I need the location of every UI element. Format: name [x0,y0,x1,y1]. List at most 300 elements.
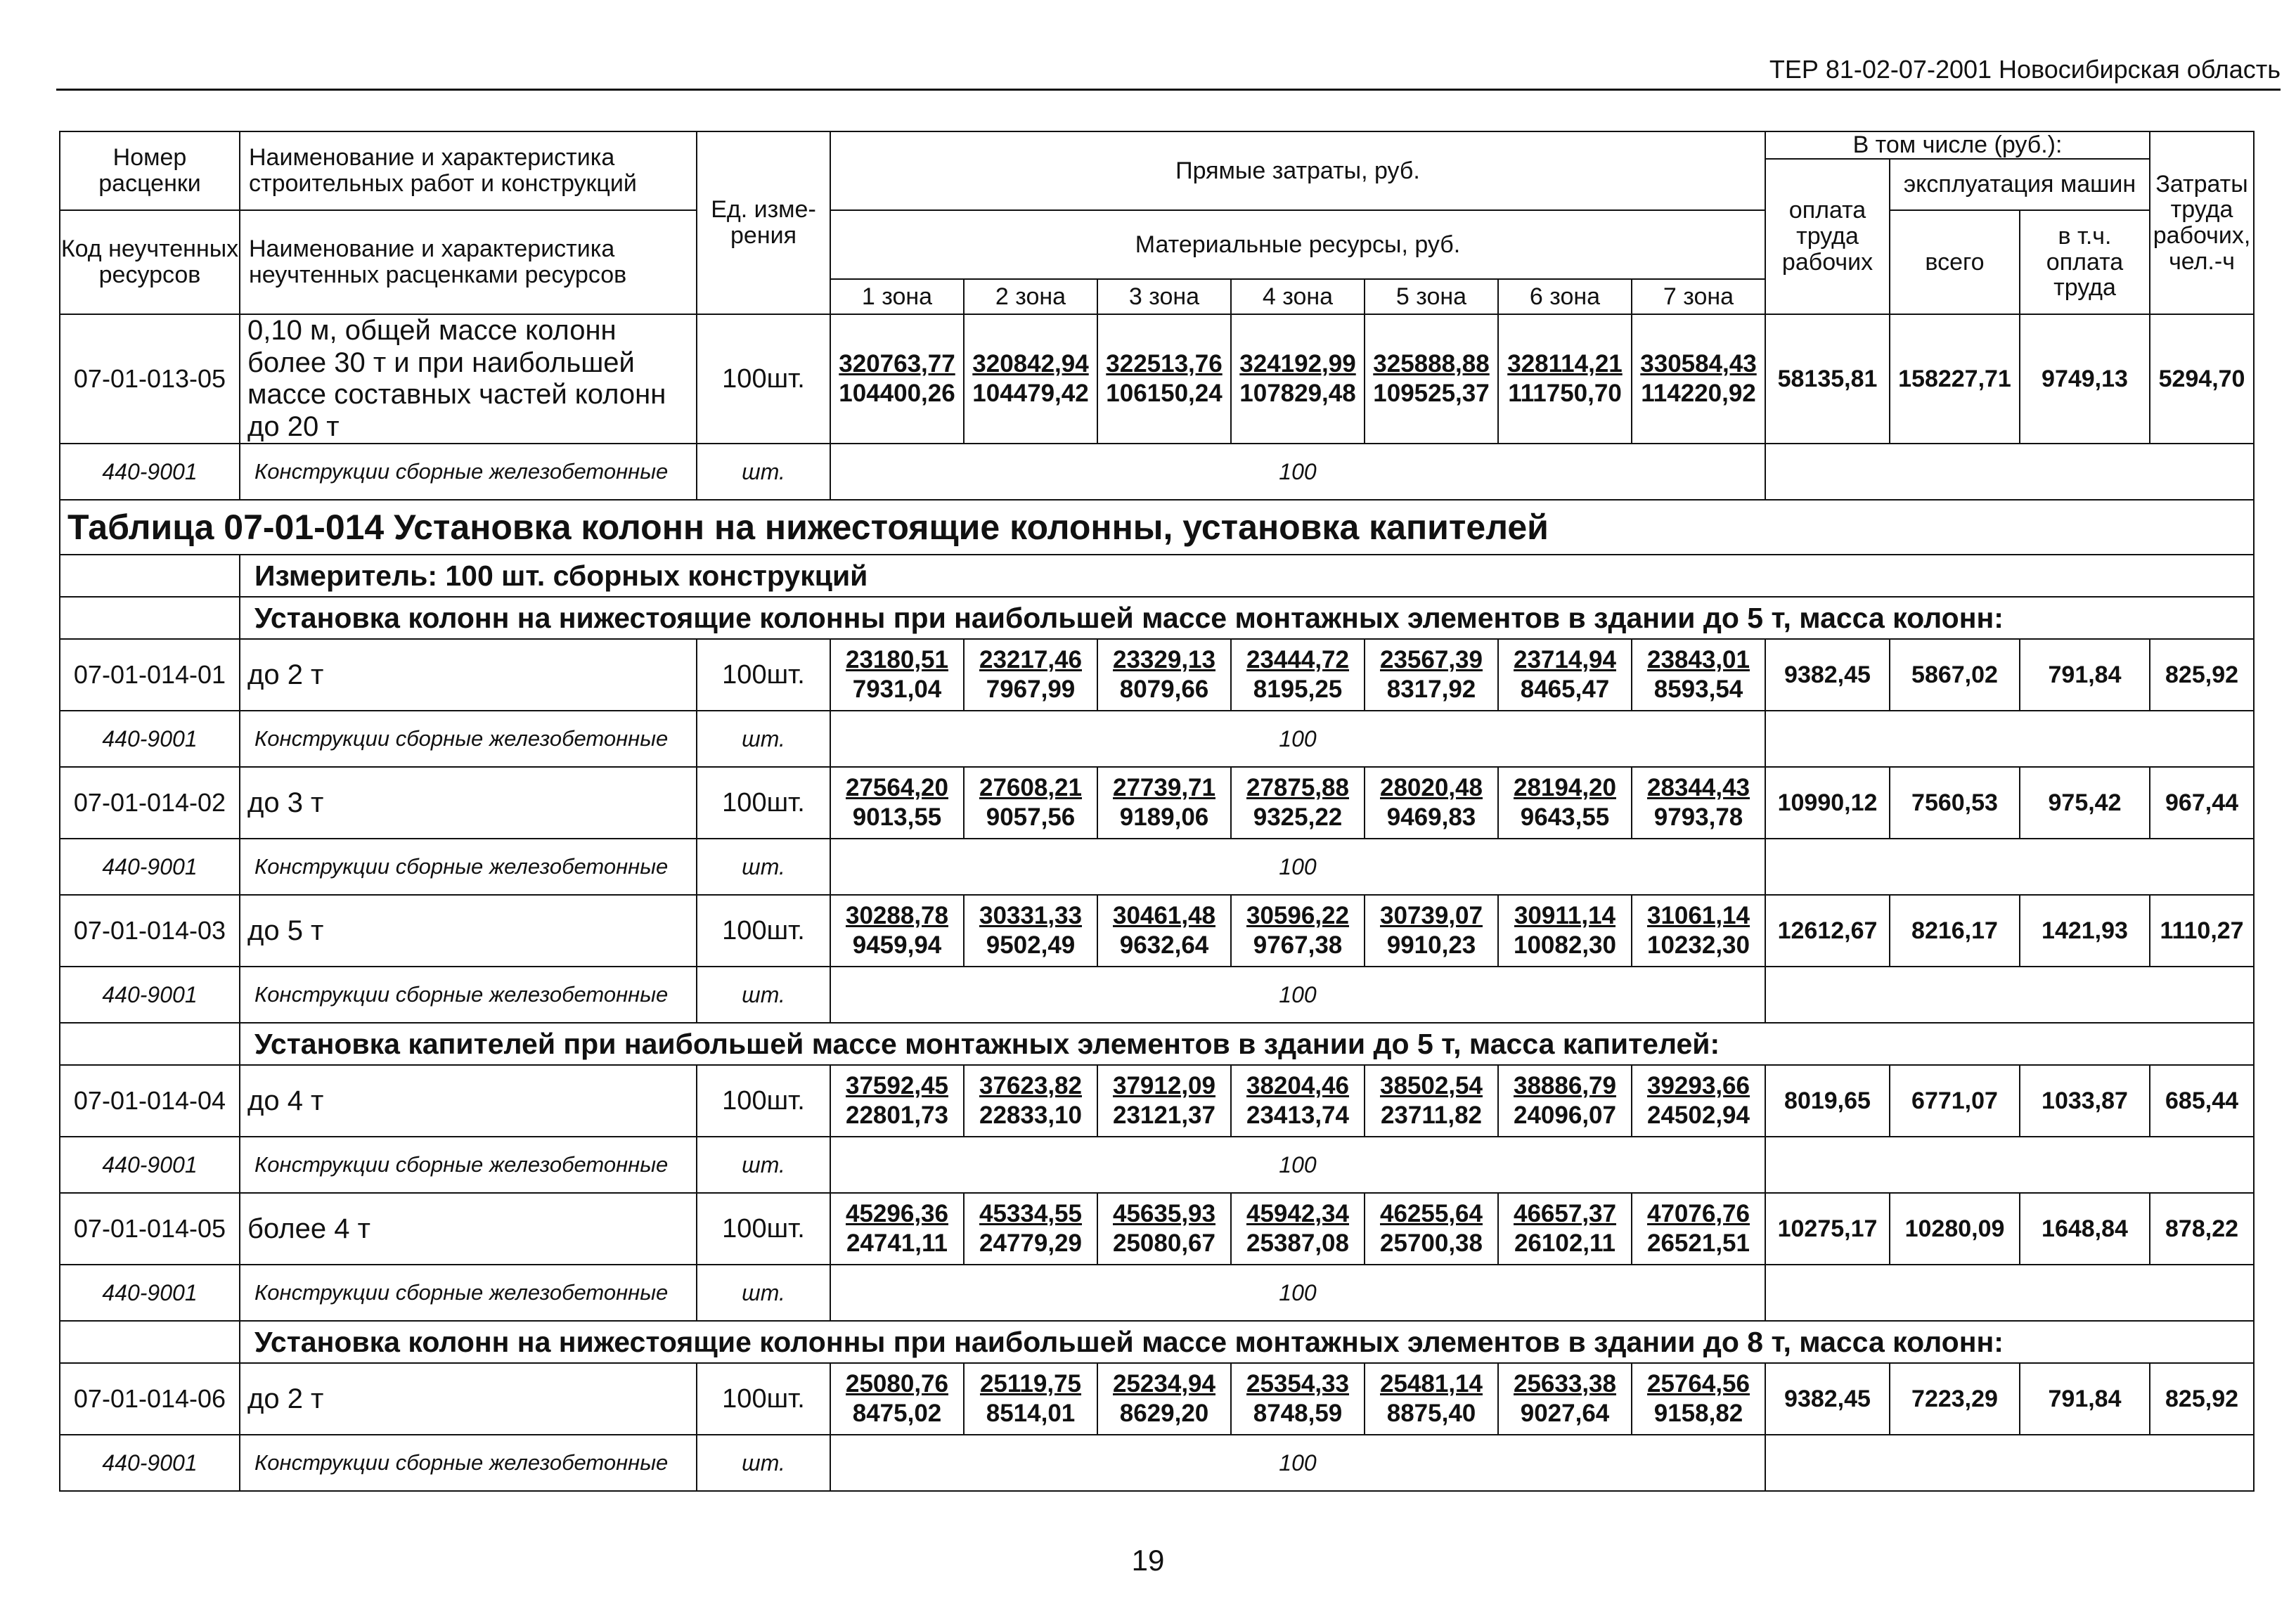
zone-cost-cell [1498,1363,1632,1435]
material-cost: 24779,29 [979,1229,1082,1258]
zone-cost-pair [1232,645,1364,705]
machines-pay-value: 1648,84 [2020,1193,2150,1265]
rate-unit: 100шт. [697,1065,830,1137]
labor-pay-value: 12612,67 [1765,895,1890,967]
direct-cost: 47076,76 [1647,1199,1750,1227]
zone-cost-pair [831,1071,963,1131]
zone-cost-cell [1632,1363,1765,1435]
table-row [60,1193,2254,1265]
material-cost: 9632,64 [1119,931,1209,960]
th-number: Номер расценки [60,131,240,210]
rate-unit: 100шт. [697,1363,830,1435]
rate-code: 07-01-014-05 [60,1193,240,1265]
zone-cost-pair [1098,349,1230,409]
material-cost: 107829,48 [1239,380,1356,408]
material-cost: 10082,30 [1514,931,1616,960]
material-cost: 8317,92 [1386,676,1476,704]
direct-cost: 46255,64 [1380,1199,1483,1227]
rate-code: 07-01-014-06 [60,1363,240,1435]
zone-cost-cell [964,639,1097,711]
machines-pay-value: 1421,93 [2020,895,2150,967]
direct-cost: 39293,66 [1647,1071,1750,1099]
zone-cost-cell [1231,767,1365,839]
labor-hours-value: 878,22 [2150,1193,2254,1265]
rate-code: 07-01-014-01 [60,639,240,711]
material-cost: 26102,11 [1514,1229,1616,1258]
resource-row [60,1265,2254,1321]
material-cost: 24096,07 [1514,1102,1616,1130]
labor-pay-value: 58135,81 [1765,314,1890,444]
direct-cost: 37623,82 [979,1071,1082,1099]
zone-cost-pair [1499,1369,1631,1429]
resource-row [60,444,2254,500]
zone-cost-cell [1632,895,1765,967]
zone-cost-cell [830,1065,964,1137]
zone-cost-cell [1498,1065,1632,1137]
material-cost: 8514,01 [986,1400,1076,1428]
labor-pay-value: 9382,45 [1765,1363,1890,1435]
resource-quantity: 100 [830,1265,1765,1321]
material-cost: 25700,38 [1380,1229,1483,1258]
machines-pay-value: 1033,87 [2020,1065,2150,1137]
material-cost: 23413,74 [1246,1102,1349,1130]
th-name-unaccounted: Наименование и характеристика неучтенных расценками ресурсов [240,210,697,314]
header-rule [56,89,2281,91]
rate-name: до 4 т [240,1065,697,1137]
page-number: 19 [1131,1544,1165,1577]
machines-total-value: 7223,29 [1890,1363,2020,1435]
resource-name: Конструкции сборные железобетонные [240,1137,697,1193]
zone-cost-cell [1365,1193,1498,1265]
zone-cost-cell [1632,314,1765,444]
resource-name: Конструкции сборные железобетонные [240,1265,697,1321]
material-cost: 104479,42 [972,380,1089,408]
resource-code: 440-9001 [60,444,240,500]
zone-cost-cell [1498,1193,1632,1265]
labor-hours-value: 825,92 [2150,639,2254,711]
resource-code: 440-9001 [60,967,240,1023]
machines-total-value: 158227,71 [1890,314,2020,444]
resource-unit: шт. [697,1137,830,1193]
zone-cost-cell [1097,767,1231,839]
zone-cost-pair [965,901,1097,961]
labor-hours-value: 825,92 [2150,1363,2254,1435]
direct-cost: 30596,22 [1246,901,1349,929]
zone-cost-pair [1365,1199,1497,1259]
material-cost: 8875,40 [1386,1400,1476,1428]
zone-cost-cell [964,314,1097,444]
zone-cost-cell [964,1065,1097,1137]
resource-name: Конструкции сборные железобетонные [240,711,697,767]
material-cost: 24741,11 [846,1229,948,1258]
zone-cost-pair [1632,349,1765,409]
direct-cost: 325888,88 [1373,349,1490,377]
labor-pay-value: 8019,65 [1765,1065,1890,1137]
zone-cost-cell [1365,1065,1498,1137]
resource-quantity: 100 [830,444,1765,500]
resource-unit: шт. [697,711,830,767]
resource-code: 440-9001 [60,1265,240,1321]
direct-cost: 30739,07 [1380,901,1483,929]
material-cost: 22801,73 [846,1102,948,1130]
direct-cost: 45296,36 [846,1199,948,1227]
rates-table [59,131,2255,1492]
th-zone: 4 зона [1231,279,1365,314]
labor-hours-value: 1110,27 [2150,895,2254,967]
rate-name: до 5 т [240,895,697,967]
resource-empty-cell [1765,839,2254,895]
zone-cost-pair [965,1369,1097,1429]
th-zone: 6 зона [1498,279,1632,314]
zone-cost-cell [1231,1363,1365,1435]
material-cost: 9767,38 [1253,931,1343,960]
zone-cost-cell [1365,1363,1498,1435]
zone-cost-cell [1498,639,1632,711]
zone-cost-pair [1365,773,1497,833]
th-labor-hours: Затраты труда рабочих, чел.-ч [2150,131,2254,314]
material-cost: 25387,08 [1246,1229,1349,1258]
th-zone: 5 зона [1365,279,1498,314]
resource-name: Конструкции сборные железобетонные [240,444,697,500]
zone-cost-cell [1632,1193,1765,1265]
material-cost: 104400,26 [839,380,955,408]
material-cost: 9158,82 [1653,1400,1743,1428]
table-row [60,895,2254,967]
direct-cost: 25119,75 [979,1369,1082,1397]
material-cost: 23711,82 [1380,1102,1483,1130]
th-name-works: Наименование и характеристика строительных работ и конструкций [240,131,697,210]
resource-name: Конструкции сборные железобетонные [240,967,697,1023]
th-direct-costs: Прямые затраты, руб. [830,131,1765,210]
direct-cost: 46657,37 [1514,1199,1616,1227]
labor-hours-value: 967,44 [2150,767,2254,839]
resource-quantity: 100 [830,967,1765,1023]
direct-cost: 30288,78 [846,901,948,929]
zone-cost-pair [965,645,1097,705]
resource-empty-cell [1765,444,2254,500]
zone-cost-pair [1632,645,1765,705]
resource-unit: шт. [697,1265,830,1321]
direct-cost: 330584,43 [1640,349,1757,377]
material-cost: 8195,25 [1253,676,1343,704]
material-cost: 9910,23 [1386,931,1476,960]
zone-cost-cell [1365,895,1498,967]
zone-cost-pair [1499,645,1631,705]
direct-cost: 328114,21 [1507,349,1623,377]
material-cost: 9502,49 [986,931,1076,960]
labor-pay-value: 10990,12 [1765,767,1890,839]
direct-cost: 23329,13 [1113,645,1215,673]
zone-cost-pair [1499,1071,1631,1131]
direct-cost: 45334,55 [979,1199,1082,1227]
empty-code-cell [60,555,240,597]
resource-empty-cell [1765,1137,2254,1193]
direct-cost: 37912,09 [1113,1071,1215,1099]
zone-cost-pair [1232,1369,1364,1429]
zone-cost-pair [1499,349,1631,409]
zone-cost-pair [1232,901,1364,961]
direct-cost: 25633,38 [1514,1369,1616,1397]
machines-pay-value: 975,42 [2020,767,2150,839]
resource-empty-cell [1765,1265,2254,1321]
material-cost: 109525,37 [1373,380,1490,408]
th-zone: 1 зона [830,279,964,314]
zone-cost-pair [1365,901,1497,961]
table-row [60,314,2254,444]
zone-cost-cell [1231,314,1365,444]
rate-code: 07-01-013-05 [60,314,240,444]
direct-cost: 30461,48 [1113,901,1215,929]
zone-cost-cell [1632,1065,1765,1137]
th-machines-pay: в т.ч. оплата труда [2020,210,2150,314]
machines-pay-value: 9749,13 [2020,314,2150,444]
machines-total-value: 7560,53 [1890,767,2020,839]
zone-cost-cell [1365,639,1498,711]
rate-unit: 100шт. [697,1193,830,1265]
resource-quantity: 100 [830,711,1765,767]
direct-cost: 23714,94 [1514,645,1616,673]
direct-cost: 320842,94 [972,349,1089,377]
th-machines-total: всего [1890,210,2020,314]
direct-cost: 322513,76 [1106,349,1223,377]
material-cost: 24502,94 [1647,1102,1750,1130]
zone-cost-cell [1097,314,1231,444]
direct-cost: 25080,76 [846,1369,948,1397]
th-machines: эксплуатация машин [1890,159,2150,210]
section-title: Установка капителей при наибольшей массе монтажных элементов в здании до 5 т, масса капителей: [240,1023,2254,1065]
direct-cost: 28344,43 [1647,773,1750,801]
resource-name: Конструкции сборные железобетонные [240,1435,697,1491]
direct-cost: 28194,20 [1514,773,1616,801]
zone-cost-cell [1231,639,1365,711]
material-cost: 8079,66 [1119,676,1209,704]
direct-cost: 27608,21 [979,773,1082,801]
direct-cost: 25764,56 [1647,1369,1750,1397]
resource-unit: шт. [697,444,830,500]
table-row [60,1363,2254,1435]
zone-cost-cell [1097,1065,1231,1137]
rate-code: 07-01-014-03 [60,895,240,967]
material-cost: 9027,64 [1520,1400,1610,1428]
rate-name: до 2 т [240,1363,697,1435]
material-cost: 9057,56 [986,803,1076,832]
direct-cost: 23217,46 [979,645,1082,673]
resource-code: 440-9001 [60,1137,240,1193]
rate-unit: 100шт. [697,767,830,839]
section-title: Установка колонн на нижестоящие колонны при наибольшей массе монтажных элементов в здании до 8 т, масса колонн: [240,1321,2254,1363]
direct-cost: 27875,88 [1246,773,1349,801]
direct-cost: 38502,54 [1380,1071,1483,1099]
material-cost: 111750,70 [1508,380,1622,408]
zone-cost-cell [830,895,964,967]
zone-cost-cell [830,1363,964,1435]
zone-cost-pair [1499,901,1631,961]
table-row [60,767,2254,839]
zone-cost-pair [831,645,963,705]
material-cost: 114220,92 [1641,380,1756,408]
section-title-row [60,1321,2254,1363]
meter-label: Измеритель: 100 шт. сборных конструкций [240,555,2254,597]
rate-name: до 3 т [240,767,697,839]
direct-cost: 45635,93 [1113,1199,1215,1227]
resource-code: 440-9001 [60,839,240,895]
zone-cost-pair [1098,901,1230,961]
zone-cost-pair [1365,1369,1497,1429]
th-unit: Ед. изме-рения [697,131,830,314]
empty-code-cell [60,1321,240,1363]
resource-name: Конструкции сборные железобетонные [240,839,697,895]
zone-cost-pair [1499,1199,1631,1259]
zone-cost-pair [1232,1071,1364,1131]
zone-cost-pair [831,901,963,961]
direct-cost: 30331,33 [979,901,1082,929]
material-cost: 25080,67 [1113,1229,1215,1258]
resource-unit: шт. [697,839,830,895]
zone-cost-cell [964,895,1097,967]
material-cost: 7967,99 [986,676,1076,704]
resource-row [60,1435,2254,1491]
table-title: Таблица 07-01-014 Установка колонн на нижестоящие колонны, установка капителей [60,500,2254,555]
material-cost: 9469,83 [1386,803,1476,832]
th-zone: 3 зона [1097,279,1231,314]
zone-cost-pair [1232,349,1364,409]
zone-cost-cell [1097,1193,1231,1265]
rate-name: 0,10 м, общей массе колонн более 30 т и при наибольшей массе составных частей колонн до 20 т [240,314,697,444]
resource-empty-cell [1765,1435,2254,1491]
zone-cost-pair [1232,1199,1364,1259]
zone-cost-cell [830,1193,964,1265]
material-cost: 22833,10 [979,1102,1082,1130]
material-cost: 8629,20 [1119,1400,1209,1428]
direct-cost: 25234,94 [1113,1369,1215,1397]
rate-name: до 2 т [240,639,697,711]
material-cost: 26521,51 [1647,1229,1750,1258]
material-cost: 7931,04 [852,676,942,704]
machines-total-value: 5867,02 [1890,639,2020,711]
rate-name: более 4 т [240,1193,697,1265]
zone-cost-pair [1632,1369,1765,1429]
material-cost: 8748,59 [1253,1400,1343,1428]
direct-cost: 27739,71 [1113,773,1215,801]
zone-cost-cell [830,767,964,839]
material-cost: 9189,06 [1119,803,1209,832]
direct-cost: 38886,79 [1514,1071,1616,1099]
material-cost: 8475,02 [852,1400,942,1428]
th-zone: 2 зона [964,279,1097,314]
zone-cost-cell [1231,1065,1365,1137]
zone-cost-cell [1498,767,1632,839]
empty-code-cell [60,1023,240,1065]
zone-cost-pair [965,1199,1097,1259]
zone-cost-pair [1632,901,1765,961]
zone-cost-pair [965,349,1097,409]
zone-cost-cell [1231,895,1365,967]
zone-cost-cell [1231,1193,1365,1265]
resource-quantity: 100 [830,1435,1765,1491]
zone-cost-pair [1098,645,1230,705]
table-row [60,1065,2254,1137]
zone-cost-pair [831,1199,963,1259]
rate-unit: 100шт. [697,314,830,444]
direct-cost: 23444,72 [1246,645,1349,673]
machines-total-value: 8216,17 [1890,895,2020,967]
machines-total-value: 10280,09 [1890,1193,2020,1265]
zone-cost-pair [1365,645,1497,705]
zone-cost-pair [1098,1071,1230,1131]
zone-cost-pair [831,773,963,833]
zone-cost-pair [1232,773,1364,833]
labor-hours-value: 5294,70 [2150,314,2254,444]
rate-code: 07-01-014-02 [60,767,240,839]
section-title: Установка колонн на нижестоящие колонны при наибольшей массе монтажных элементов в здании до 5 т, масса колонн: [240,597,2254,639]
zone-cost-pair [965,773,1097,833]
section-title-row [60,597,2254,639]
resource-quantity: 100 [830,839,1765,895]
resource-row [60,711,2254,767]
direct-cost: 28020,48 [1380,773,1483,801]
material-cost: 8465,47 [1520,676,1610,704]
direct-cost: 23567,39 [1380,645,1483,673]
zone-cost-cell [1498,314,1632,444]
direct-cost: 23180,51 [846,645,948,673]
zone-cost-cell [830,314,964,444]
resource-row [60,839,2254,895]
th-labor-pay: оплата труда рабочих [1765,159,1890,314]
resource-row [60,1137,2254,1193]
zone-cost-pair [1365,1071,1497,1131]
direct-cost: 23843,01 [1647,645,1750,673]
material-cost: 8593,54 [1653,676,1743,704]
zone-cost-cell [1097,895,1231,967]
rate-code: 07-01-014-04 [60,1065,240,1137]
direct-cost: 30911,14 [1514,901,1616,929]
labor-pay-value: 10275,17 [1765,1193,1890,1265]
document-reference: ТЕР 81-02-07-2001 Новосибирская область [1769,55,2281,84]
rate-unit: 100шт. [697,639,830,711]
resource-code: 440-9001 [60,1435,240,1491]
direct-cost: 320763,77 [839,349,955,377]
rate-unit: 100шт. [697,895,830,967]
table-title-row [60,500,2254,555]
direct-cost: 25354,33 [1246,1369,1349,1397]
zone-cost-pair [1632,773,1765,833]
zone-cost-cell [964,767,1097,839]
zone-cost-pair [1632,1071,1765,1131]
zone-cost-cell [1365,314,1498,444]
machines-pay-value: 791,84 [2020,1363,2150,1435]
zone-cost-pair [1499,773,1631,833]
direct-cost: 31061,14 [1647,901,1750,929]
zone-cost-pair [1365,349,1497,409]
section-title-row [60,1023,2254,1065]
direct-cost: 27564,20 [846,773,948,801]
material-cost: 9459,94 [852,931,942,960]
direct-cost: 45942,34 [1246,1199,1349,1227]
zone-cost-pair [965,1071,1097,1131]
resource-empty-cell [1765,711,2254,767]
zone-cost-cell [1632,767,1765,839]
labor-hours-value: 685,44 [2150,1065,2254,1137]
material-cost: 9793,78 [1653,803,1743,832]
zone-cost-pair [831,349,963,409]
zone-cost-pair [1098,773,1230,833]
th-code-unaccounted: Код неучтенных ресурсов [60,210,240,314]
direct-cost: 25481,14 [1380,1369,1483,1397]
material-cost: 9013,55 [852,803,942,832]
material-cost: 9643,55 [1520,803,1610,832]
material-cost: 23121,37 [1113,1102,1215,1130]
direct-cost: 38204,46 [1246,1071,1349,1099]
